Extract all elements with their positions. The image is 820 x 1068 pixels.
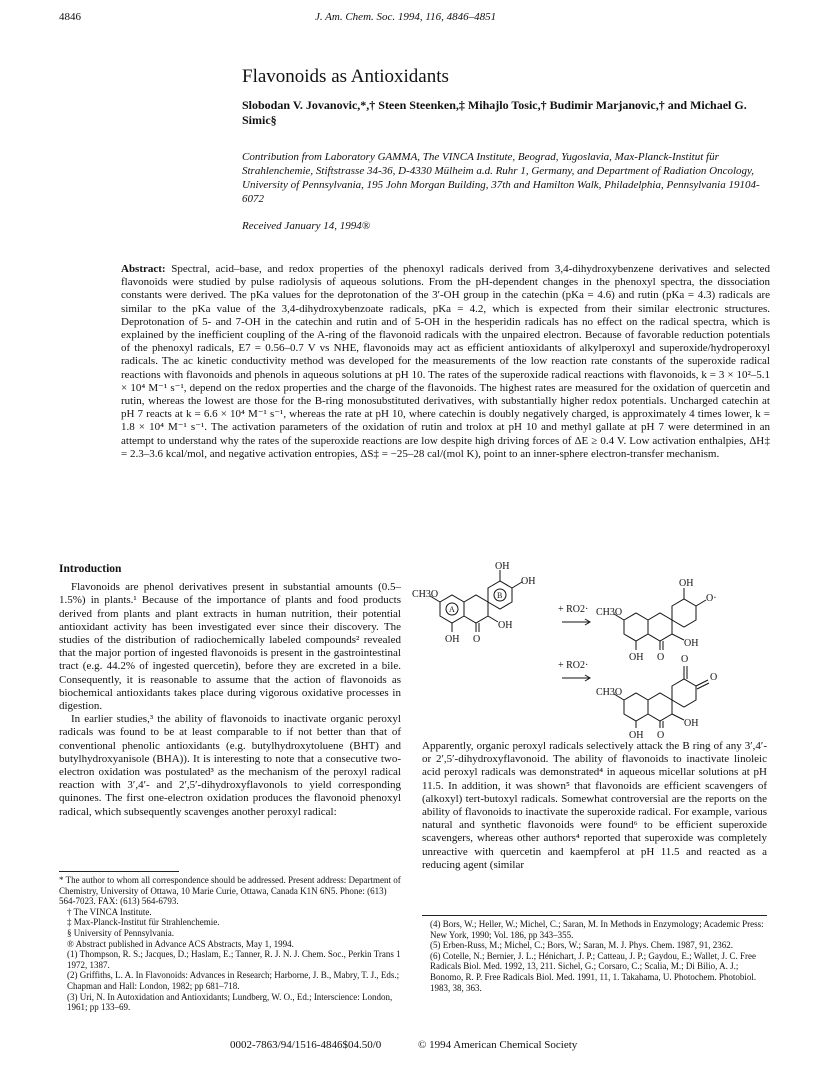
oh-label: OH [445,634,460,645]
footnote: ‡ Max-Planck-Institut für Strahlenchemie. [67,917,220,928]
ring-c-hexagon [464,595,488,623]
introduction-right-column [422,740,767,872]
footnote: § University of Pennsylvania. [67,927,174,938]
introduction-heading: Introduction [59,563,122,575]
quinone-o-label: O [710,672,718,683]
reaction-scheme [412,560,772,738]
reagent-label: + RO2· [558,660,589,671]
methoxy-label: CH3O [596,687,623,698]
reference: (5) Erben-Russ, M.; Michel, C.; Bors, W.; Saran, M. J. Phys. Chem. 1987, 91, 2362. [430,940,733,951]
oh-label: OH [495,561,510,572]
reagent-label: + RO2· [558,604,589,615]
intro-paragraph-3: Apparently, organic peroxyl radicals selectively attack the B ring of any 3′,4′- or 2′,5′-dihydroxyflavonoid. The ability of flavonoids to inactivate linoleic acid peroxyl radicals was demonstrated⁴ in aqueous micellar solutions at pH 11.5. In addition, it was shown⁵ that flavonoids are efficient scavengers of (alkoxyl) tert-butoxyl radicals. Somewhat controversial are the reports on the ability of flavonoids to inactivate the superoxide radical. For example, various natural and synthetic flavonoids were found⁶ to be efficient superoxide scavengers, whereas other authors⁴ reported that superoxide was completely unreactive with quercetin and kaempferol at pH 11.5 and reacted as a reducing agent (similar [422,740,767,871]
affiliations: Contribution from Laboratory GAMMA, The VINCA Institute, Beograd, Yugoslavia, Max-Planck-Institut für Strahlenchemie, Stiftstrasse 34-36, D-4330 Mülheim a.d. Ruhr 1, Germany, and Department of Radiation Oncology, University of Pennsylvania, 195 John Morgan Building, 37th and Hamilton Walk, Philadelphia, Pennsylvania 19104-6072 [242,151,760,205]
introduction-left-column [59,563,401,819]
methoxy-label: CH3O [412,589,439,600]
carbonyl-o-label: O [657,652,665,663]
footnote-rule [422,915,767,916]
intro-paragraph-2: In earlier studies,³ the ability of flavonoids to inactivate organic peroxyl radicals was found to be at least comparable to if not better than that of conventional phenolic antioxidants (e.g. butylhydroxytoluene (BHT) and butylhydroxyanisole (BHA)). It is interesting to note that a consecutive two-electron oxidation was postulated³ as the mechanism of the peroxyl radical reaction with 3′,4′- and 2′,5′-dihydroxyflavonols to yield corresponding quinones. The first one-electron oxidation produces the flavonoid phenoxyl radical, which subsequently scavenges another peroxyl radical: [59,713,401,818]
carbonyl-o-label: O [657,730,665,738]
reference: (3) Uri, N. In Autoxidation and Antioxidants; Lundberg, W. O., Ed.; Interscience: London, 1961; pp 133–69. [67,991,393,1013]
received-date: Received January 14, 1994® [242,220,371,232]
reference: (6) Cotelle, N.; Bernier, J. L.; Hénichart, J. P.; Catteau, J. P.; Gaydou, E.; Wallet, J. C. Free Radicals Biol. Med. 1992, 13, 211. Sichel, G.; Corsaro, C.; Scalia, M.; Di Bilio, A. J.; Bonomo, R. P. Free Radicals Biol. Med. 1991, 11, 1. Takahama, U. Photochem. Photobiol. 1983, 38, 363. [430,950,757,993]
phenoxyl-o-label: O· [706,593,717,604]
oh-label: OH [684,638,699,649]
intro-paragraph-1: Flavonoids are phenol derivatives present in substantial amounts (0.5–1.5%) in plants.¹ Because of the importance of plants and food products derived from plants and plant extracts in human nutrition, their potential antioxidant activity has been investigated ever since their discovery. The studies of the distribution of radiochemically labeled compounds² revealed that the major portion of ingested flavonoids is present in the gastrointestinal tract (e.g. 44.2% of ingested quercetin), before they are excreted in a bile. Consequently, it is reasonable to assume that the action of flavonoids as biochemical antioxidants takes place during vigorous oxidative processes in digestion. [59,581,401,713]
page-number: 4846 [59,11,81,23]
reference: (1) Thompson, R. S.; Jacques, D.; Haslam, E.; Tanner, R. J. N. J. Chem. Soc., Perkin Trans 1 1972, 1387. [67,949,401,970]
copyright: © 1994 American Chemical Society [418,1039,578,1051]
footnote-rule [59,871,179,872]
abstract-label: Abstract: [121,263,166,275]
footnote: * The author to whom all correspondence should be addressed. Present address: Department of Chemistry, University of Ottawa, 10 Marie Curie, Ottawa, Canada K1N 6N5. Phone: (613) 564-7023. FAX: (613) 564-6793. [59,875,401,907]
footnotes-right [422,915,767,993]
oh-label: OH [684,718,699,729]
oh-label: OH [629,652,644,663]
journal-citation: J. Am. Chem. Soc. 1994, 116, 4846–4851 [315,11,497,23]
carbonyl-o-label: O [473,634,481,645]
article-title: Flavonoids as Antioxidants [242,66,449,87]
oh-label: OH [679,578,694,589]
quinone-o-label: O [681,654,689,665]
reference: (4) Bors, W.; Heller, W.; Michel, C.; Saran, M. In Methods in Enzymology; Academic Press: New York, 1990; Vol. 186, pp 343–355. [430,919,764,940]
author-list: Slobodan V. Jovanovic,*,† Steen Steenken,‡ Mihajlo Tosic,† Budimir Marjanovic,† and Michael G. Simic§ [242,98,747,127]
ring-a-label: A [449,605,455,614]
oh-label: OH [498,620,513,631]
oh-label: OH [521,576,536,587]
abstract [121,263,770,461]
footnote: † The VINCA Institute. [67,906,152,917]
reference: (2) Griffiths, L. A. In Flavonoids: Advances in Research; Harborne, J. B., Mabry, T. J., Eds.; Chapman and Hall: London, 1982; pp 681–718. [67,970,400,991]
methoxy-label: CH3O [596,607,623,618]
ring-b-label: B [497,591,503,600]
oh-label: OH [629,730,644,738]
abstract-text: Spectral, acid–base, and redox properties of the phenoxyl radicals derived from 3,4-dihydroxybenzene derivatives and selected flavonoids were studied by pulse radiolysis of aqueous solutions. From the pH-dependent changes in the phenoxyl spectra, the dissociation constants were derived. The pKa values for the deprotonation of the 3′-OH group in the catechin (pKa = 4.6) and rutin (pKa = 4.3) radicals are similar to the pKa value of the 3,4-dihydroxybenzoate radicals, pKa = 4.2, which is expected from their similar electronic structures. Deprotonation of 5- and 7-OH in the catechin and rutin and of 5-OH in the hesperidin radicals has no effect on the radical spectra, which is explained by the inefficient coupling of the A-ring of the flavonoid radicals with the unpaired electron. Because of favorable reduction potentials of the phenoxyl radicals, E7 = 0.56–0.7 V vs NHE, flavonoids may act as efficient antioxidants of alkylperoxyl and superoxide/hydroperoxyl radicals. The ac kinetic conductivity method was developed for the measurements of the low reaction rate constants of the superoxide radical reactions with flavonoids and phenols in aqueous solutions at pH 10. The rates of the superoxide radical reactions with flavonoids, k = 3 × 10²–5.1 × 10⁴ M⁻¹ s⁻¹, depend on the redox properties and the charge of the flavonoids. The highest rates are measured for the oxidation of quercetin and rutin, whereas the lowest are those for the B-ring monosubstituted derivatives, with substantially higher redox potentials. Uncharged catechin at pH 7 reacts at k = 6.6 × 10⁴ M⁻¹ s⁻¹, whereas the rate at pH 10, where catechin is doubly negatively charged, is approximately 4 times lower, k = 1.8 × 10⁴ M⁻¹ s⁻¹. The activation parameters of the oxidation of rutin and trolox at pH 10 and methyl gallate at pH 7 were determined in an attempt to understand why the rates of the superoxide reactions are low despite high driving forces of ΔE ≥ 0.4 V. Low activation enthalpies, ΔH‡ = 2.3–3.6 kcal/mol, and negative activation entropies, ΔS‡ = −25–28 cal/(mol K), point to an inner-sphere electron-transfer mechanism. [121,263,771,460]
issn-code: 0002-7863/94/1516-4846$04.50/0 [230,1039,382,1051]
footnotes-left [59,871,401,1013]
footnote: ® Abstract published in Advance ACS Abstracts, May 1, 1994. [67,938,294,949]
